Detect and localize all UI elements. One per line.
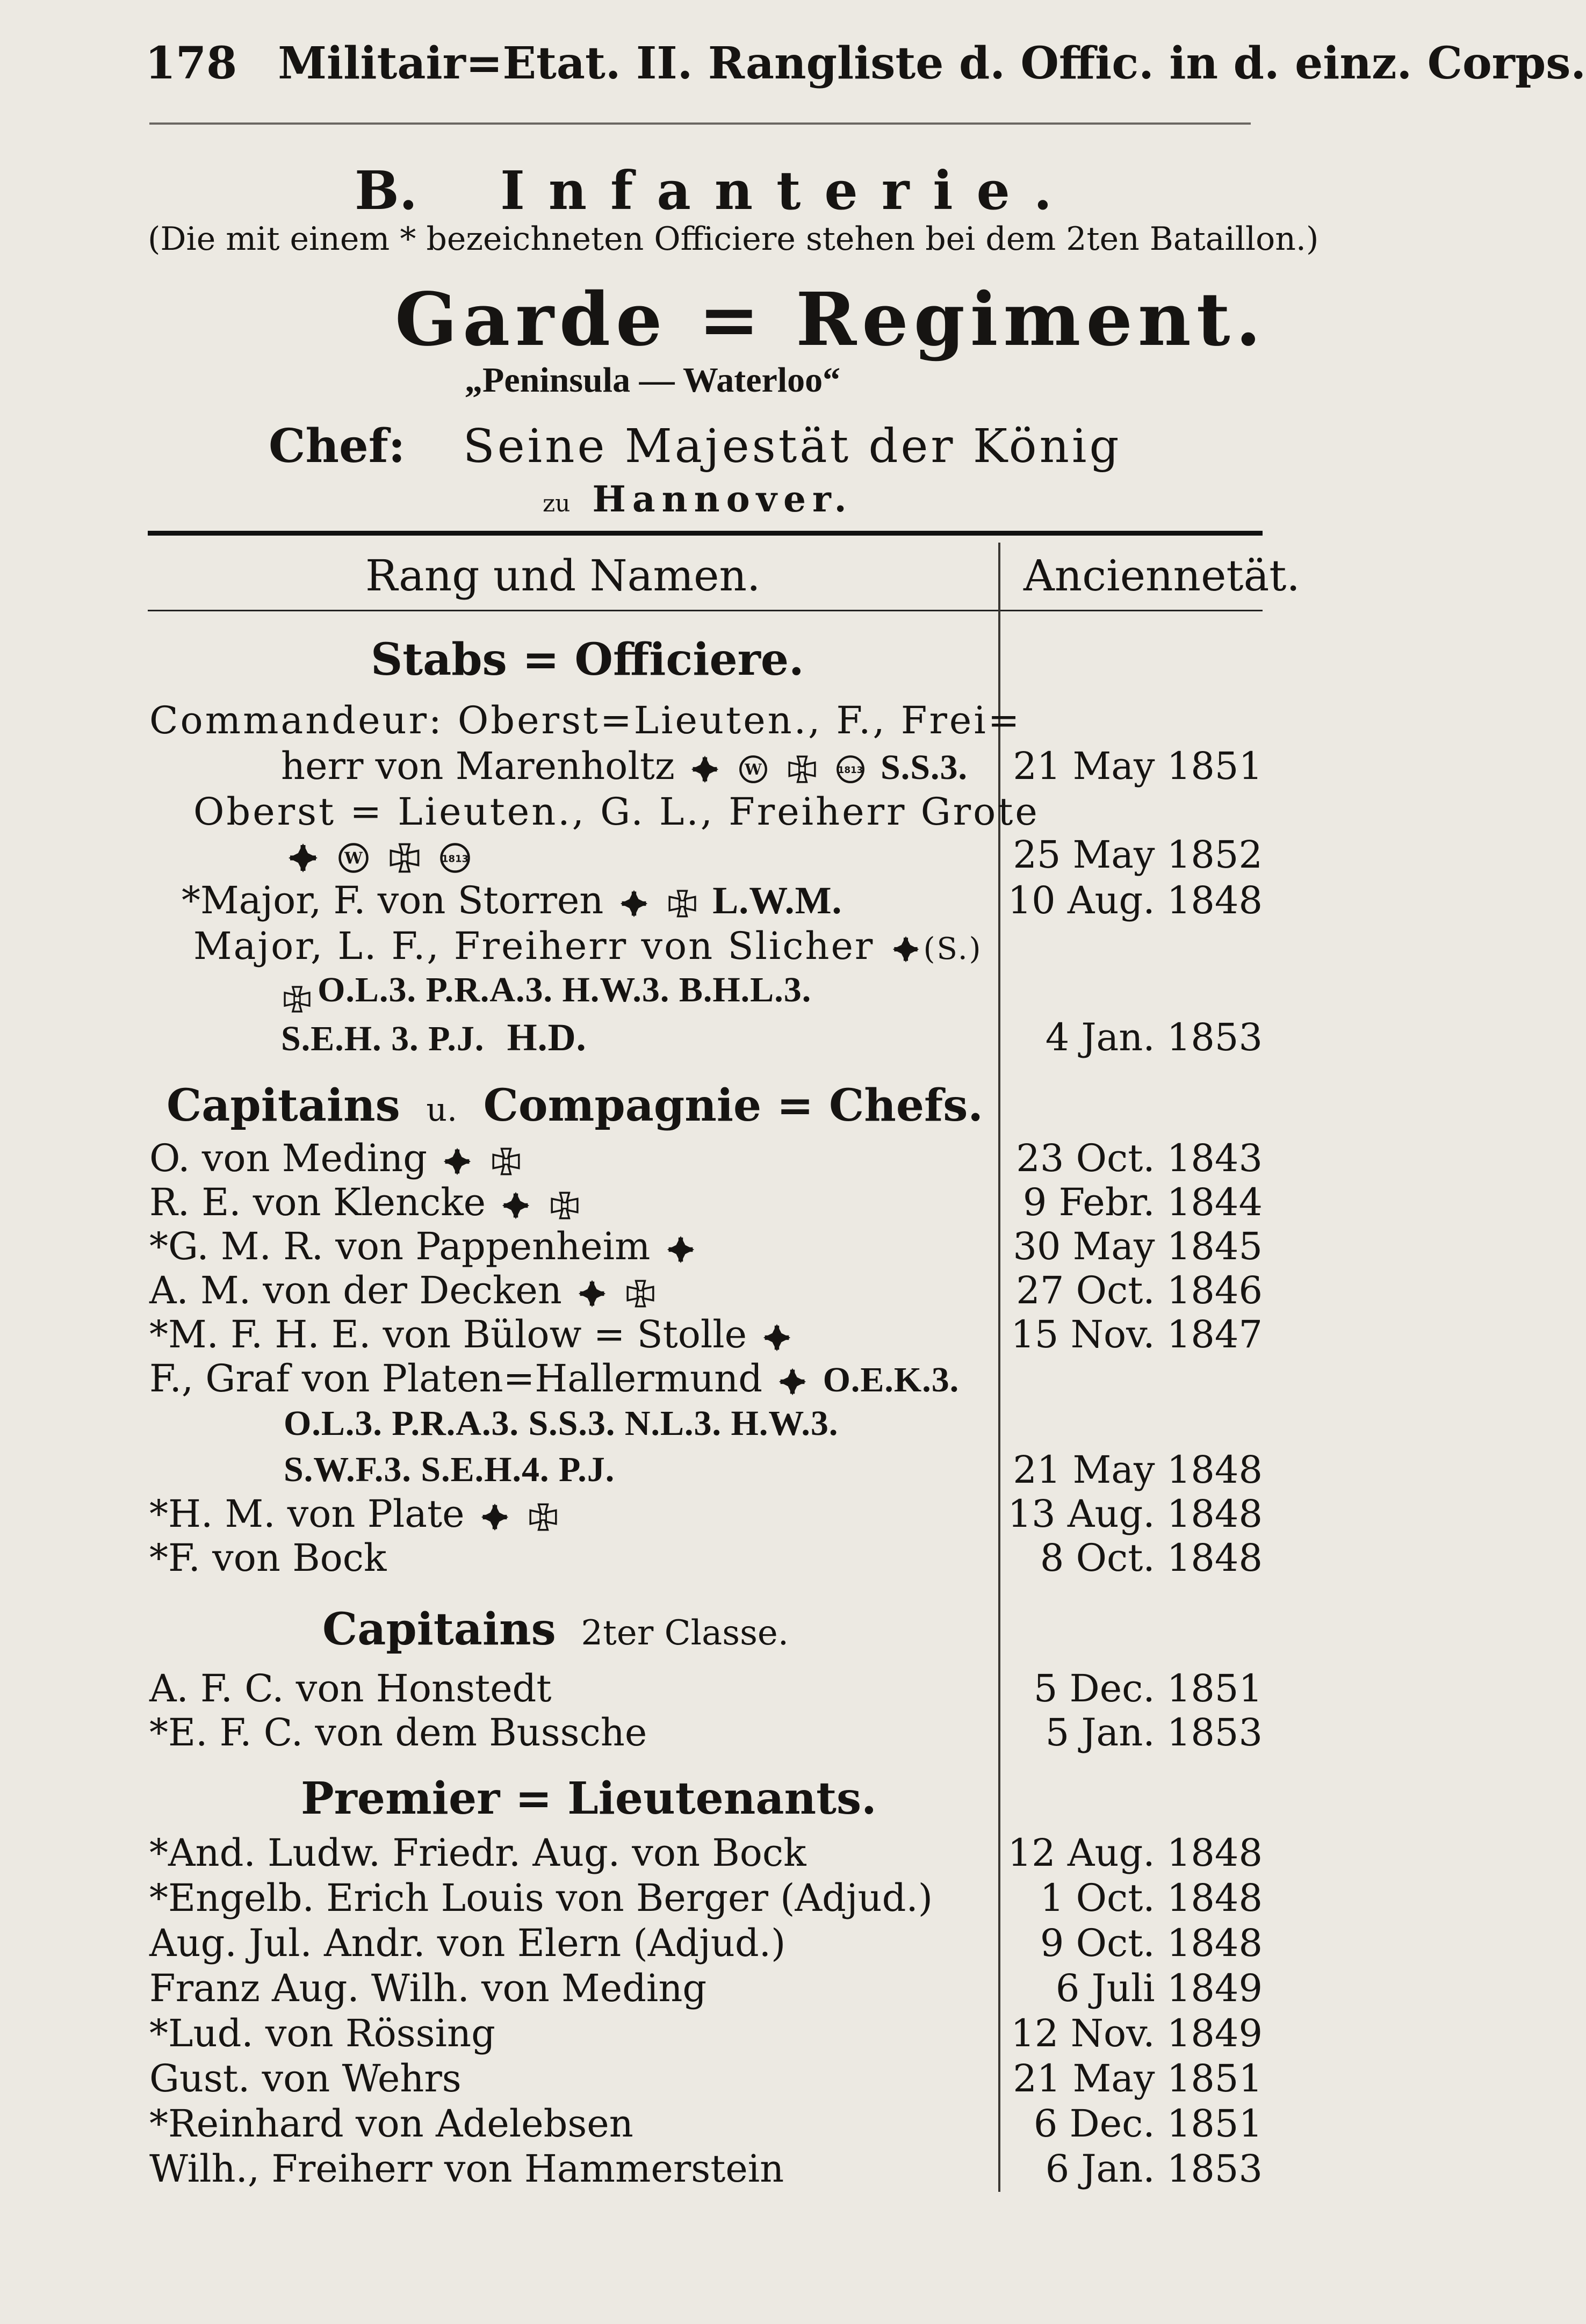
list-item [149,1536,1263,1580]
entry-commandeur-line2 [281,744,968,790]
entry-grote-line1: Oberst = Lieuten., G. L., Freiherr Grote [193,790,1040,834]
list-item [149,1268,1263,1312]
heading-stabs-officiere: Stabs = Officiere. [371,634,804,685]
entry-grote-icons [284,833,474,877]
section-letter: B. [355,160,417,222]
list-item-date: 21 May 1851 [1013,2056,1263,2101]
guelphic-cross-icon [442,1146,472,1177]
entry-slicher-line3 [281,1015,587,1061]
guelphic-cross-icon [762,1323,792,1353]
list-item-date: 12 Nov. 1849 [1011,2011,1263,2055]
list-item-date: 5 Dec. 1851 [1033,1666,1263,1710]
list-item-date: 5 Jan. 1853 [1045,1710,1263,1755]
cross-outline-icon [283,985,312,1014]
entry-commandeur [149,744,1263,788]
list-item-date: 9 Febr. 1844 [1022,1180,1263,1224]
heading-capitains-b: u. [426,1091,458,1129]
entry-slicher-line1 [193,924,983,968]
list-item-name [149,1224,699,1268]
cross-outline-icon [667,889,697,919]
entry-platen-orders-3: S.W.F.3. S.E.H.4. P.J. [284,1450,615,1489]
list-item-date: 6 Dec. 1851 [1033,2102,1263,2146]
entry-storren-name: *Major, F. von Storren [182,878,604,922]
list-item-name [149,1268,659,1312]
entry-commandeur-orders: S.S.3. [881,748,968,787]
list-item [149,1710,1263,1755]
guelphic-cross-icon [777,1367,808,1397]
page-header [145,38,1586,89]
entry-slicher-suffix: (S.) [923,932,983,966]
list-item [149,1666,1263,1710]
entry-storren-orders: L.W.M. [712,879,842,922]
header-title: Militair=Etat. II. Rangliste d. Offic. in d. einz. Corps. [278,38,1586,89]
entry-platen-orders-1: O.E.K.3. [823,1360,960,1399]
entry-platen-orders-2: O.L.3. P.R.A.3. S.S.3. N.L.3. H.W.3. [284,1404,839,1443]
list-item-name: Franz Aug. Wilh. von Meding [149,1966,707,2010]
regiment-chef [269,419,1122,473]
list-item-date: 6 Juli 1849 [1055,1966,1263,2010]
list-item [149,1831,1263,1875]
entry-slicher-name: Major, L. F., Freiherr von Slicher [193,924,875,968]
table-top-rule [148,531,1263,536]
chef-location-city: Hannover. [592,478,853,520]
regiment-motto: „Peninsula — Waterloo“ [465,360,841,400]
list-item-text: O. von Meding [149,1136,428,1180]
list-item-name: A. F. C. von Honstedt [149,1666,552,1710]
entry-slicher-line2 [279,970,811,1014]
list-item-date: 9 Oct. 1848 [1040,1921,1263,1965]
list-item-name [149,1136,524,1180]
cross-outline-icon [388,842,421,874]
guelphic-cross-icon [577,1279,607,1309]
chef-label: Chef: [269,419,406,473]
list-item-date: 8 Oct. 1848 [1040,1536,1263,1580]
entry-commandeur-name: herr von Marenholtz [281,744,675,788]
entry-commandeur-line1: Commandeur: Oberst=Lieuten., F., Frei= [149,698,1022,742]
chef-location-prefix: zu [543,490,571,517]
chef-name: Seine Majestät der König [463,420,1122,473]
list-item [149,1136,1263,1180]
list-item [149,2102,1263,2146]
list-item-name: *F. von Bock [149,1536,387,1580]
list-item-date: 15 Nov. 1847 [1011,1312,1263,1356]
guelphic-cross-icon [480,1502,510,1532]
list-item-date: 13 Aug. 1848 [1007,1492,1263,1536]
list-item-text: R. E. von Klencke [149,1180,486,1224]
list-item-name: *E. F. C. von dem Bussche [149,1710,647,1755]
chef-location [543,478,853,520]
cross-outline-icon [491,1146,521,1177]
list-item-name: *And. Ludw. Friedr. Aug. von Bock [149,1831,806,1875]
list-item [149,1224,1263,1268]
list-item-name: Wilh., Freiherr von Hammerstein [149,2147,784,2191]
entry-slicher-date: 4 Jan. 1853 [1045,1015,1263,1059]
entry-slicher-hd: H.D. [507,1016,587,1059]
cross-outline-icon [528,1502,558,1532]
list-item [149,2056,1263,2101]
entry-storren [149,878,1263,922]
guelphic-cross-icon [501,1190,531,1221]
guelphic-cross-icon [891,935,920,964]
regiment-name: Garde = Regiment. [395,277,1266,363]
heading-capitains-compagnie-chefs [167,1080,983,1131]
list-item-name: Gust. von Wehrs [149,2056,462,2101]
list-item [149,1492,1263,1536]
heading-premier-lieutenants: Premier = Lieutenants. [301,1773,877,1824]
entry-platen-date: 21 May 1848 [1013,1448,1263,1492]
waterloo-medal-icon [738,754,768,784]
entry-slicher-orders: O.L.3. P.R.A.3. H.W.3. B.H.L.3. [318,970,812,1009]
list-item-date: 12 Aug. 1848 [1007,1831,1263,1875]
list-item [149,1921,1263,1965]
cross-outline-icon [787,754,817,784]
list-item-name [149,1492,561,1536]
entry-platen-name: F., Graf von Platen=Hallermund [149,1356,763,1401]
page-number: 178 [145,38,237,89]
cross-outline-icon [625,1279,655,1309]
waterloo-medal-icon [337,842,370,874]
guelphic-cross-icon [619,889,649,919]
list-item-name [149,1180,583,1224]
medal-1813-icon [439,842,471,874]
heading-cap2-a: Capitains [322,1604,556,1655]
list-item-date: 27 Oct. 1846 [1016,1268,1263,1312]
heading-cap2-b: 2ter Classe. [581,1613,789,1653]
entry-slicher [149,1015,1263,1059]
list-item [149,1312,1263,1356]
list-item-date: 6 Jan. 1853 [1045,2147,1263,2191]
heading-capitains-c: Compagnie = Chefs. [483,1080,983,1131]
heading-capitains-2ter-classe [322,1604,789,1655]
column-header-date: Anciennetät. [1023,551,1300,601]
entry-commandeur-date: 21 May 1851 [1013,744,1263,788]
list-item-name: Aug. Jul. Andr. von Elern (Adjud.) [149,1921,786,1965]
list-item [149,2147,1263,2191]
entry-storren-date: 10 Aug. 1848 [1007,878,1263,922]
entry-platen [149,1448,1263,1492]
cross-outline-icon [550,1190,580,1221]
entry-grote-date: 25 May 1852 [1013,833,1263,877]
section-title [355,160,1076,222]
header-divider [149,122,1251,125]
list-item-text: *G. M. R. von Pappenheim [149,1224,651,1268]
list-item [149,2011,1263,2055]
list-item-name [149,1312,795,1356]
guelphic-cross-icon [690,754,720,784]
list-item-name: *Engelb. Erich Louis von Berger (Adjud.) [149,1876,933,1920]
list-item-text: *M. F. H. E. von Bülow = Stolle [149,1312,747,1356]
section-note: (Die mit einem * bezeichneten Officiere stehen bei dem 2ten Bataillon.) [148,220,1319,258]
section-name: Infanterie. [500,160,1076,222]
list-item-text: A. M. von der Decken [149,1268,562,1312]
heading-capitains-a: Capitains [167,1080,400,1131]
list-item-date: 30 May 1845 [1013,1224,1263,1268]
list-item-name: *Lud. von Rössing [149,2011,495,2055]
guelphic-cross-icon [287,842,319,874]
list-item-date: 23 Oct. 1843 [1016,1136,1263,1180]
table-header-rule [148,610,1263,611]
medal-1813-icon [835,754,866,784]
list-item [149,1180,1263,1224]
list-item [149,1966,1263,2010]
entry-slicher-orders-2: S.E.H. 3. P.J. [281,1019,485,1058]
list-item-text: *H. M. von Plate [149,1492,465,1536]
entry-grote [149,833,1263,877]
list-item-name: *Reinhard von Adelebsen [149,2102,633,2146]
column-header-name: Rang und Namen. [365,551,761,601]
list-item [149,1876,1263,1920]
entry-platen-line1 [149,1356,959,1401]
list-item-date: 1 Oct. 1848 [1040,1876,1263,1920]
entry-storren-text [182,878,842,922]
guelphic-cross-icon [666,1235,696,1265]
